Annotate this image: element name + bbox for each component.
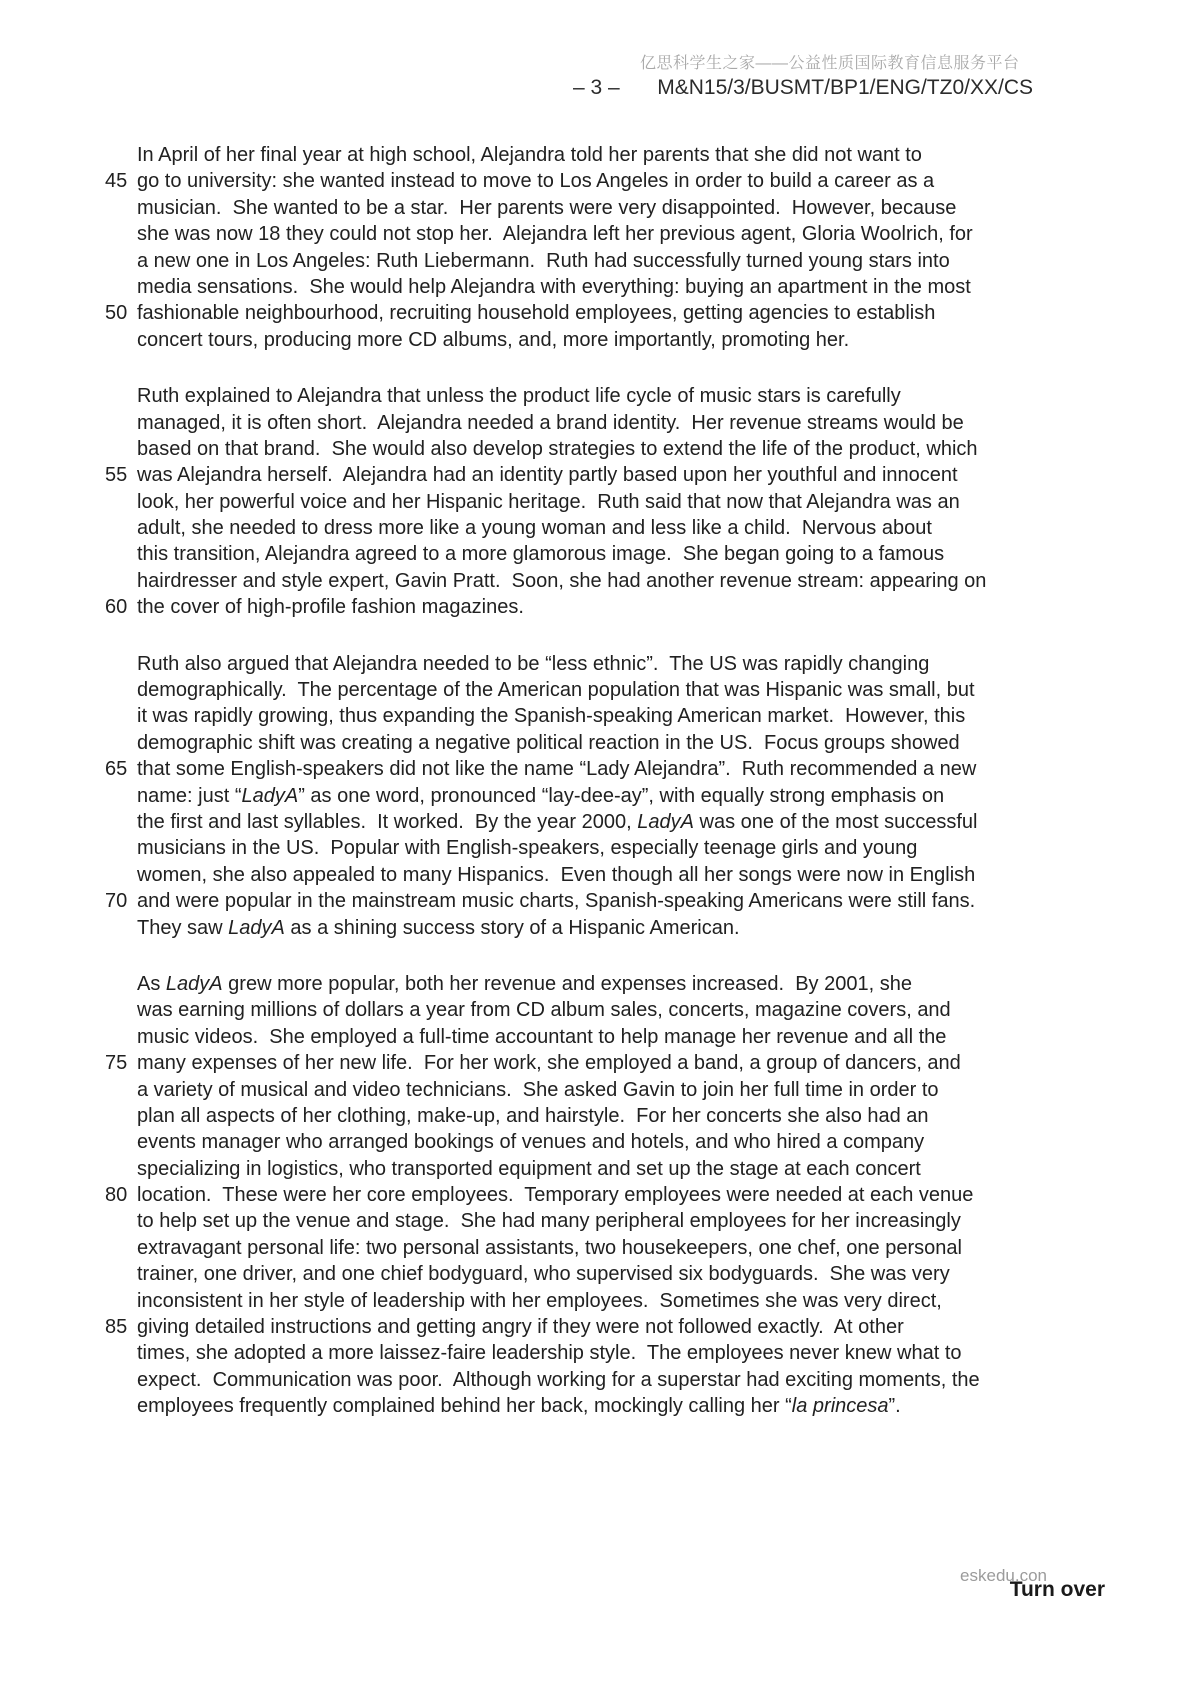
line-text: based on that brand. She would also develop strategies to extend the life of the product, which bbox=[137, 437, 978, 460]
text-line bbox=[105, 756, 1155, 782]
text-line bbox=[105, 568, 1155, 594]
turn-over-label: Turn over bbox=[1009, 1578, 1105, 1601]
paragraph bbox=[105, 971, 1155, 1420]
line-text: the first and last syllables. It worked. By the year 2000, LadyA was one of the most successful bbox=[137, 810, 978, 833]
line-text: it was rapidly growing, thus expanding the Spanish-speaking American market. However, this bbox=[137, 705, 966, 728]
line-text: employees frequently complained behind her back, mockingly calling her “la princesa”. bbox=[137, 1395, 901, 1418]
line-text: look, her powerful voice and her Hispanic heritage. Ruth said that now that Alejandra was an bbox=[137, 490, 960, 513]
line-number: 80 bbox=[105, 1184, 128, 1207]
text-line bbox=[105, 835, 1155, 861]
text-line bbox=[105, 1208, 1155, 1234]
text-line bbox=[105, 410, 1155, 436]
line-number: 50 bbox=[105, 302, 128, 325]
line-text: concert tours, producing more CD albums, and, more importantly, promoting her. bbox=[137, 328, 850, 351]
line-text: times, she adopted a more laissez-faire leadership style. The employees never knew what to bbox=[137, 1342, 962, 1365]
text-line bbox=[105, 862, 1155, 888]
line-text: In April of her final year at high school, Alejandra told her parents that she did not want to bbox=[137, 144, 922, 166]
text-line bbox=[105, 1103, 1155, 1129]
text-line bbox=[105, 783, 1155, 809]
page-number: – 3 – bbox=[573, 76, 620, 99]
line-text: Ruth also argued that Alejandra needed to be “less ethnic”. The US was rapidly changing bbox=[137, 652, 930, 675]
line-text: many expenses of her new life. For her work, she employed a band, a group of dancers, and bbox=[137, 1052, 961, 1075]
line-text: Ruth explained to Alejandra that unless the product life cycle of music stars is carefully bbox=[137, 385, 901, 408]
line-text: women, she also appealed to many Hispanics. Even though all her songs were now in English bbox=[137, 863, 976, 886]
line-text: she was now 18 they could not stop her. Alejandra left her previous agent, Gloria Woolrich, for bbox=[137, 223, 973, 246]
line-text: managed, it is often short. Alejandra needed a brand identity. Her revenue streams would be bbox=[137, 411, 964, 434]
line-text: go to university: she wanted instead to move to Los Angeles in order to build a career as a bbox=[137, 170, 935, 193]
text-line bbox=[105, 541, 1155, 567]
line-text: music videos. She employed a full-time accountant to help manage her revenue and all the bbox=[137, 1025, 947, 1048]
paragraph bbox=[105, 383, 1155, 621]
text-line bbox=[105, 248, 1155, 274]
case-study-text bbox=[105, 142, 1155, 1420]
line-text: giving detailed instructions and getting angry if they were not followed exactly. At other bbox=[137, 1316, 904, 1339]
text-line bbox=[105, 1340, 1155, 1366]
line-text: a variety of musical and video technicians. She asked Gavin to join her full time in order to bbox=[137, 1078, 939, 1101]
text-line bbox=[105, 594, 1155, 620]
paragraph bbox=[105, 651, 1155, 941]
text-line bbox=[105, 1024, 1155, 1050]
text-line bbox=[105, 1156, 1155, 1182]
text-line bbox=[105, 1393, 1155, 1419]
text-line bbox=[105, 142, 1155, 168]
line-text: As LadyA grew more popular, both her revenue and expenses increased. By 2001, she bbox=[137, 972, 912, 995]
line-text: plan all aspects of her clothing, make-up, and hairstyle. For her concerts she also had an bbox=[137, 1104, 929, 1127]
line-text: to help set up the venue and stage. She had many peripheral employees for her increasingly bbox=[137, 1210, 961, 1233]
text-line bbox=[105, 677, 1155, 703]
line-text: They saw LadyA as a shining success story of a Hispanic American. bbox=[137, 916, 740, 939]
line-text: events manager who arranged bookings of venues and hotels, and who hired a company bbox=[137, 1131, 925, 1154]
text-line bbox=[105, 1129, 1155, 1155]
text-line bbox=[105, 383, 1155, 409]
line-text: hairdresser and style expert, Gavin Pratt. Soon, she had another revenue stream: appearing on bbox=[137, 569, 987, 592]
text-line bbox=[105, 1182, 1155, 1208]
text-line bbox=[105, 1288, 1155, 1314]
text-line bbox=[105, 730, 1155, 756]
text-line bbox=[105, 221, 1155, 247]
line-text: trainer, one driver, and one chief bodyguard, who supervised six bodyguards. She was very bbox=[137, 1263, 950, 1286]
line-number: 45 bbox=[105, 170, 128, 193]
line-text: demographic shift was creating a negative political reaction in the US. Focus groups showed bbox=[137, 731, 960, 754]
line-number: 60 bbox=[105, 596, 128, 619]
line-text: location. These were her core employees. Temporary employees were needed at each venue bbox=[137, 1184, 974, 1207]
line-text: this transition, Alejandra agreed to a more glamorous image. She began going to a famous bbox=[137, 543, 945, 566]
paragraph bbox=[105, 142, 1155, 353]
text-line bbox=[105, 915, 1155, 941]
text-line bbox=[105, 1261, 1155, 1287]
line-text: the cover of high-profile fashion magazines. bbox=[137, 596, 524, 619]
line-text: name: just “LadyA” as one word, pronounced “lay-dee-ay”, with equally strong emphasis on bbox=[137, 784, 945, 807]
text-line bbox=[105, 168, 1155, 194]
line-number: 55 bbox=[105, 464, 128, 487]
text-line bbox=[105, 971, 1155, 997]
line-text: that some English-speakers did not like the name “Lady Alejandra”. Ruth recommended a new bbox=[137, 758, 977, 781]
line-text: specializing in logistics, who transported equipment and set up the stage at each concert bbox=[137, 1157, 921, 1180]
text-line bbox=[105, 1050, 1155, 1076]
line-text: musicians in the US. Popular with English-speakers, especially teenage girls and young bbox=[137, 837, 918, 860]
text-line bbox=[105, 515, 1155, 541]
line-text: and were popular in the mainstream music charts, Spanish-speaking Americans were still fans. bbox=[137, 890, 976, 913]
text-line bbox=[105, 327, 1155, 353]
text-line bbox=[105, 1077, 1155, 1103]
line-text: was Alejandra herself. Alejandra had an identity partly based upon her youthful and innocent bbox=[137, 464, 958, 487]
line-text: musician. She wanted to be a star. Her parents were very disappointed. However, because bbox=[137, 196, 957, 219]
text-line bbox=[105, 809, 1155, 835]
line-text: demographically. The percentage of the American population that was Hispanic was small, but bbox=[137, 679, 975, 702]
text-line bbox=[105, 489, 1155, 515]
text-line bbox=[105, 462, 1155, 488]
text-line bbox=[105, 651, 1155, 677]
text-line bbox=[105, 274, 1155, 300]
text-line bbox=[105, 1314, 1155, 1340]
text-line bbox=[105, 1235, 1155, 1261]
footer-watermark: eskedu.con bbox=[960, 1566, 1047, 1585]
line-text: was earning millions of dollars a year from CD album sales, concerts, magazine covers, and bbox=[137, 999, 951, 1022]
line-text: expect. Communication was poor. Although working for a superstar had exciting moments, the bbox=[137, 1368, 980, 1391]
text-line bbox=[105, 300, 1155, 326]
line-text: fashionable neighbourhood, recruiting household employees, getting agencies to establish bbox=[137, 302, 936, 325]
line-text: extravagant personal life: two personal assistants, two housekeepers, one chef, one personal bbox=[137, 1236, 962, 1259]
line-text: media sensations. She would help Alejandra with everything: buying an apartment in the most bbox=[137, 275, 971, 298]
text-line bbox=[105, 703, 1155, 729]
text-line bbox=[105, 1367, 1155, 1393]
line-number: 70 bbox=[105, 890, 128, 913]
header-watermark: 亿思科学生之家——公益性质国际教育信息服务平台 bbox=[640, 55, 1020, 72]
text-line bbox=[105, 997, 1155, 1023]
text-line bbox=[105, 888, 1155, 914]
line-text: inconsistent in her style of leadership with her employees. Sometimes she was very direct, bbox=[137, 1289, 942, 1312]
text-line bbox=[105, 195, 1155, 221]
text-line bbox=[105, 436, 1155, 462]
line-number: 85 bbox=[105, 1316, 128, 1339]
line-text: a new one in Los Angeles: Ruth Liebermann. Ruth had successfully turned young stars into bbox=[137, 249, 950, 272]
line-text: adult, she needed to dress more like a young woman and less like a child. Nervous about bbox=[137, 517, 932, 540]
line-number: 75 bbox=[105, 1052, 128, 1075]
paper-code: M&N15/3/BUSMT/BP1/ENG/TZ0/XX/CS bbox=[657, 76, 1033, 99]
line-number: 65 bbox=[105, 758, 128, 781]
